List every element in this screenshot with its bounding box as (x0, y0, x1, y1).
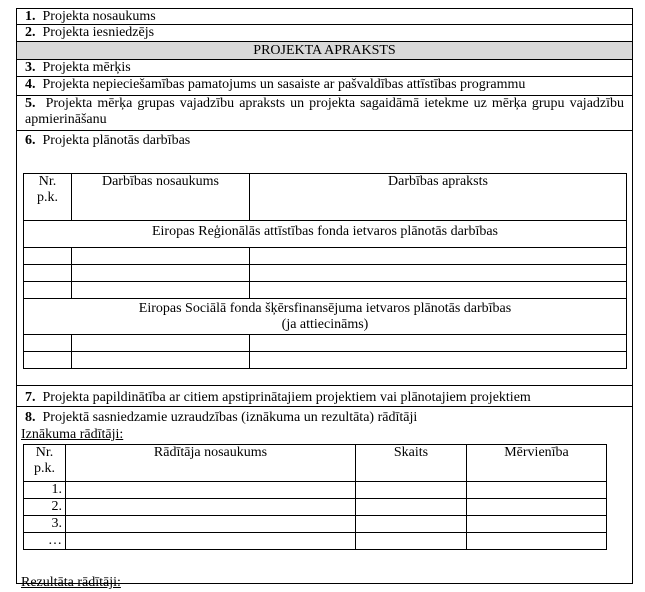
activities-table (23, 173, 627, 369)
esf-group-row (24, 299, 627, 335)
cell (356, 516, 467, 533)
row-number: 4. (25, 77, 36, 92)
row-number: 1. (25, 9, 36, 24)
row-number: 6. (25, 133, 36, 148)
row-label: Projekta nosaukums (42, 9, 156, 24)
row-label: Projekta papildinātība ar citiem apstiprinātajiem projektiem vai plānotajiem projektiem (42, 390, 531, 405)
esf-title-cell (24, 299, 627, 335)
table-row (24, 335, 627, 352)
cell (72, 352, 250, 369)
header-unit: Mērvienība (467, 445, 607, 482)
cell (356, 482, 467, 499)
cell (467, 482, 607, 499)
header-activity-name: Darbības nosaukums (72, 174, 250, 221)
cell (24, 248, 72, 265)
cell (467, 533, 607, 550)
row-label: Projekta plānotās darbības (42, 133, 191, 148)
indicators-table (23, 444, 607, 550)
row-label: Projekta iesniedzējs (42, 25, 155, 40)
cell (66, 516, 356, 533)
cell (66, 482, 356, 499)
header-number: Nr. p.k. (24, 174, 72, 221)
table-row (24, 352, 627, 369)
erdf-title: Eiropas Reģionālās attīstības fonda ietvaros plānotās darbības (24, 221, 627, 248)
cell (250, 352, 627, 369)
cell (72, 265, 250, 282)
row-number: 2. (25, 25, 36, 40)
row-label: Projekta nepieciešamības pamatojums un sasaiste ar pašvaldības attīstības programmu (42, 77, 526, 92)
row-number: 8. (25, 410, 36, 425)
row-justification (16, 76, 633, 96)
cell (467, 516, 607, 533)
table-row (24, 265, 627, 282)
section-title: PROJEKTA APRAKSTS (253, 43, 396, 58)
table-header-row (24, 174, 627, 221)
cell (24, 282, 72, 299)
result-indicators-label: Rezultāta rādītāji: (21, 575, 121, 590)
cell (356, 533, 467, 550)
cell (24, 335, 72, 352)
table-row (24, 248, 627, 265)
row-label: Projekta mērķa grupas vajadzību apraksts un projekta sagaidāmā ietekme uz mērķa grupu vajadzību apmierināšanu (25, 96, 625, 127)
cell (72, 248, 250, 265)
table-row (24, 482, 607, 499)
table-header-row (24, 445, 607, 482)
row-number: 1. (24, 482, 66, 499)
row-number: … (24, 533, 66, 550)
cell (72, 335, 250, 352)
row-complementarity (16, 385, 633, 407)
header-activity-description: Darbības apraksts (250, 174, 627, 221)
application-form (16, 8, 633, 590)
cell (250, 265, 627, 282)
row-label: Projektā sasniedzamie uzraudzības (iznākuma un rezultāta) rādītāji (42, 410, 418, 425)
erdf-group-row (24, 221, 627, 248)
cell (66, 499, 356, 516)
table-row (24, 516, 607, 533)
row-project-goal (16, 59, 633, 77)
header-number: Nr. p.k. (24, 445, 66, 482)
row-project-applicant (16, 24, 633, 42)
header-indicator-name: Rādītāja nosaukums (66, 445, 356, 482)
cell (356, 499, 467, 516)
row-label: Projekta mērķis (42, 60, 131, 75)
row-number: 2. (24, 499, 66, 516)
header-count: Skaits (356, 445, 467, 482)
row-number: 3. (25, 60, 36, 75)
planned-activities-section (16, 130, 633, 386)
row-project-name (16, 8, 633, 25)
cell (72, 282, 250, 299)
cell (24, 352, 72, 369)
cell (250, 335, 627, 352)
cell (24, 265, 72, 282)
table-row (24, 499, 607, 516)
cell (467, 499, 607, 516)
table-row (24, 533, 607, 550)
cell (66, 533, 356, 550)
table-row (24, 282, 627, 299)
indicators-section (16, 406, 633, 590)
row-target-group (16, 95, 633, 131)
esf-title: Eiropas Sociālā fonda šķērsfinansējuma ietvaros plānotās darbības (138, 301, 512, 316)
cell (250, 248, 627, 265)
esf-note: (ja attiecināms) (281, 317, 369, 332)
row-number: 3. (24, 516, 66, 533)
row-number: 5. (25, 96, 36, 111)
section-heading (16, 41, 633, 60)
cell (250, 282, 627, 299)
output-indicators-label: Iznākuma rādītāji: (21, 427, 124, 442)
row-number: 7. (25, 390, 36, 405)
